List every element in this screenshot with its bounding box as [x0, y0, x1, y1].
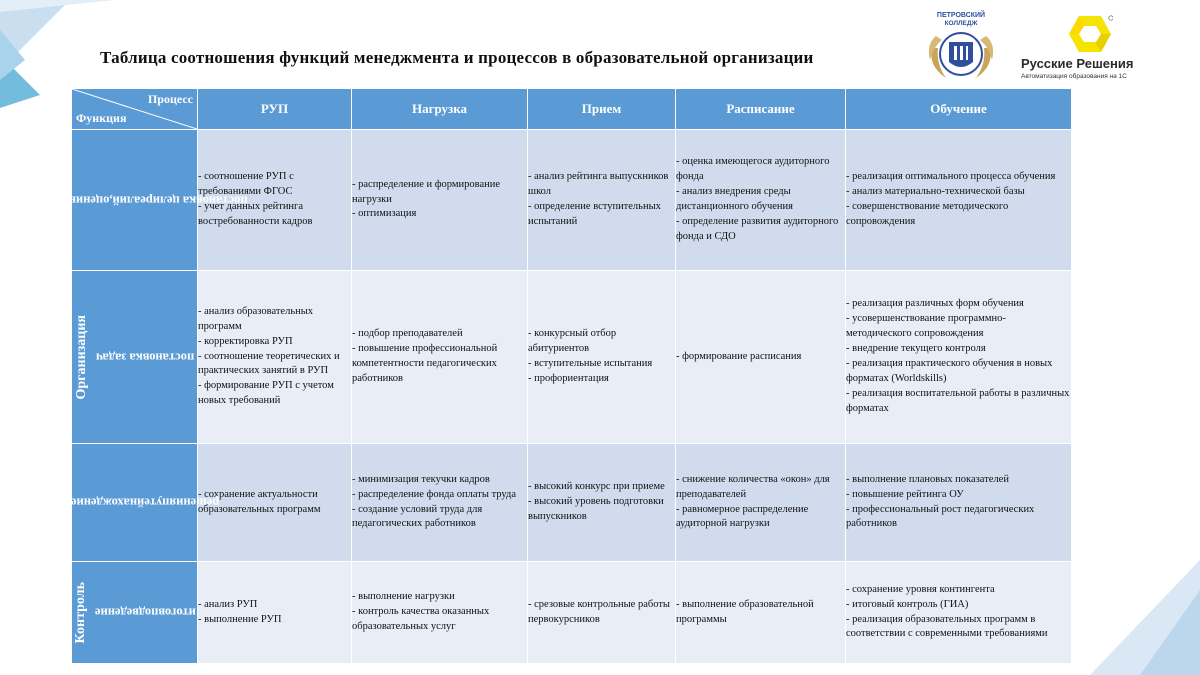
function-subtitle-line: оценивание: [43, 193, 110, 208]
cell-bullet-item: - формирование РУП с учетом новых требований: [198, 380, 334, 407]
table-cell: [528, 562, 676, 664]
cell-bullet-item: - совершенствование методического сопровождения: [846, 201, 1009, 227]
table-cell: [352, 130, 528, 271]
function-subtitle: [43, 193, 248, 207]
table-cell: [676, 130, 846, 271]
cell-bullet-item: - усовершенствование программно-методического сопровождения: [846, 313, 1006, 340]
russkie-resheniya-logo: [1015, 14, 1165, 84]
table-row-control: [72, 562, 1072, 664]
cell-bullet-item: - подбор преподавателей: [352, 328, 463, 340]
cell-bullet-item: - итоговый контроль (ГИА): [846, 598, 969, 610]
table-row-planning: [72, 130, 1072, 271]
cell-bullet-item: - определение вступительных испытаний: [528, 201, 661, 227]
function-subtitle-line: решения: [169, 495, 220, 510]
rs-logo-subtitle: Автоматизация образования на 1С: [1021, 73, 1127, 80]
cell-bullet-item: - распределение фонда оплаты труда: [352, 488, 516, 500]
cell-bullet-item: - анализ рейтинга выпускников школ: [528, 171, 669, 198]
cell-bullet-item: - равномерное распределение аудиторной нагрузки: [676, 503, 809, 530]
table-header-row: [72, 89, 1072, 130]
table-cell: [352, 271, 528, 444]
page-title: Таблица соотношения функций менеджмента и процессов в образовательной организации: [100, 48, 814, 67]
cell-bullet-item: - формирование расписания: [676, 350, 802, 362]
function-subtitle-line: постановка задач: [96, 350, 195, 365]
rs-logo-name: Русские Решения: [1021, 56, 1134, 71]
function-subtitle: [71, 495, 219, 509]
cell-bullet-item: - вступительные испытания: [528, 358, 653, 369]
corner-process-label: Процесс: [147, 92, 193, 106]
function-subtitle-line: путей: [137, 495, 170, 510]
table-cell: [676, 444, 846, 562]
table-cell: [198, 271, 352, 444]
cell-bullet-item: - реализация воспитательной работы в различных форматах: [846, 387, 1070, 414]
cell-bullet-item: - выполнение плановых показателей: [846, 473, 1009, 485]
function-subtitle: [95, 605, 196, 619]
cell-bullet-item: - анализ внедрения среды дистанционного обучения: [676, 186, 793, 212]
cell-bullet-item: - выполнение образовательной программы: [676, 598, 814, 625]
corner-function-label: Функция: [76, 111, 127, 125]
cell-bullet-item: - корректировка РУП: [198, 335, 293, 347]
cell-bullet-item: - реализация образовательных программ в соответствии с современными требованиями: [846, 613, 1048, 640]
cell-bullet-item: - повышение профессиональной компетентности педагогических работников: [352, 343, 498, 384]
table-cell: [352, 562, 528, 664]
function-name: Мотивация: [49, 465, 65, 540]
cell-bullet-item: - повышение рейтинга ОУ: [846, 488, 964, 500]
cell-bullet-item: - реализация различных форм обучения: [846, 298, 1024, 310]
cell-bullet-item: - учет данных рейтинга востребованности кадров: [198, 201, 313, 227]
table-cell: [676, 562, 846, 664]
function-subtitle-line: нахождение: [71, 495, 138, 510]
table-cell: [846, 271, 1072, 444]
management-functions-table: [21, 88, 1072, 664]
corner-decoration-bottom-right: [1080, 560, 1200, 675]
row-function-label: [72, 562, 198, 664]
cell-bullet-item: - профессиональный рост педагогических работников: [846, 503, 1035, 530]
cell-bullet-item: - создание условий труда для педагогических работников: [352, 503, 483, 530]
function-subtitle-line: постановка цели: [153, 193, 248, 208]
column-header-priem: Прием: [528, 89, 676, 130]
table-cell: [198, 444, 352, 562]
column-header-raspisanie: Расписание: [676, 89, 846, 130]
cell-bullet-item: - контроль качества оказанных образовательных услуг: [352, 606, 490, 632]
column-header-rup: РУП: [198, 89, 352, 130]
function-name: Организация: [74, 314, 90, 400]
cell-bullet-item: - внедрение текущего контроля: [846, 343, 986, 355]
cell-bullet-item: - соотношение РУП с требованиями ФГОС: [198, 171, 294, 198]
table-cell: [676, 271, 846, 444]
college-logo-line2: КОЛЛЕДЖ: [944, 20, 978, 27]
table-row-organization: [72, 271, 1072, 444]
cell-bullet-item: - конкурсный отбор абитуриентов: [528, 328, 617, 355]
table-cell: [846, 130, 1072, 271]
table-cell: [198, 562, 352, 664]
table-cell: [352, 444, 528, 562]
cell-bullet-item: - выполнение нагрузки: [352, 591, 455, 603]
cell-bullet-item: - срезовые контрольные работы первокурсников: [528, 598, 670, 625]
table-cell: [528, 271, 676, 444]
cell-bullet-item: - оценка имеющегося аудиторного фонда: [676, 156, 830, 183]
cell-bullet-item: - анализ РУП: [198, 598, 258, 610]
function-name: Контроль: [73, 581, 89, 644]
cell-bullet-item: - сохранение уровня контингента: [846, 583, 995, 595]
cell-bullet-item: - соотношение теоретических и практических занятий в РУП: [198, 350, 340, 377]
column-header-obuchenie: Обучение: [846, 89, 1072, 130]
cell-bullet-item: - реализация практического обучения в новых форматах (Worldskills): [846, 358, 1053, 384]
table-cell: [846, 444, 1072, 562]
table-cell: [846, 562, 1072, 664]
function-subtitle-line: итогов: [158, 605, 196, 620]
cell-bullet-item: - реализация оптимального процесса обучения: [846, 171, 1056, 183]
cell-bullet-item: - анализ образовательных программ: [198, 305, 314, 332]
function-subtitle: [96, 350, 194, 364]
college-logo-line1: ПЕТРОВСКИЙ: [936, 12, 986, 19]
cell-bullet-item: - распределение и формирование нагрузки: [352, 178, 501, 205]
function-subtitle-line: реалий,: [109, 193, 154, 208]
cell-bullet-item: - анализ материально-технической базы: [846, 186, 1025, 198]
table-cell: [528, 130, 676, 271]
cell-bullet-item: - высокий конкурс при приеме: [528, 481, 665, 493]
cell-bullet-item: - оптимизация: [352, 208, 417, 220]
row-function-label: [49, 444, 220, 562]
cell-bullet-item: - выполнение РУП: [198, 613, 282, 625]
college-logo-icon: [922, 8, 1000, 84]
function-name: Планирование: [21, 153, 37, 247]
cell-bullet-item: - определение развития аудиторного фонда и СДО: [676, 215, 839, 242]
cell-bullet-item: - профориентация: [528, 372, 609, 384]
table-corner-cell: [72, 89, 198, 130]
table-row-motivation: [72, 444, 1072, 562]
column-header-nagruzka: Нагрузка: [352, 89, 528, 130]
hexagon-logo-icon: [1067, 14, 1113, 54]
cell-bullet-item: - сохранение актуальности образовательных программ: [198, 488, 321, 515]
table-cell: [528, 444, 676, 562]
cell-bullet-item: - высокий уровень подготовки выпускников: [528, 496, 664, 522]
cell-bullet-item: - снижение количества «окон» для преподавателей: [676, 473, 830, 500]
row-function-label: [72, 271, 198, 444]
cell-bullet-item: - минимизация текучки кадров: [352, 473, 490, 485]
function-subtitle-line: подведение: [95, 605, 159, 620]
